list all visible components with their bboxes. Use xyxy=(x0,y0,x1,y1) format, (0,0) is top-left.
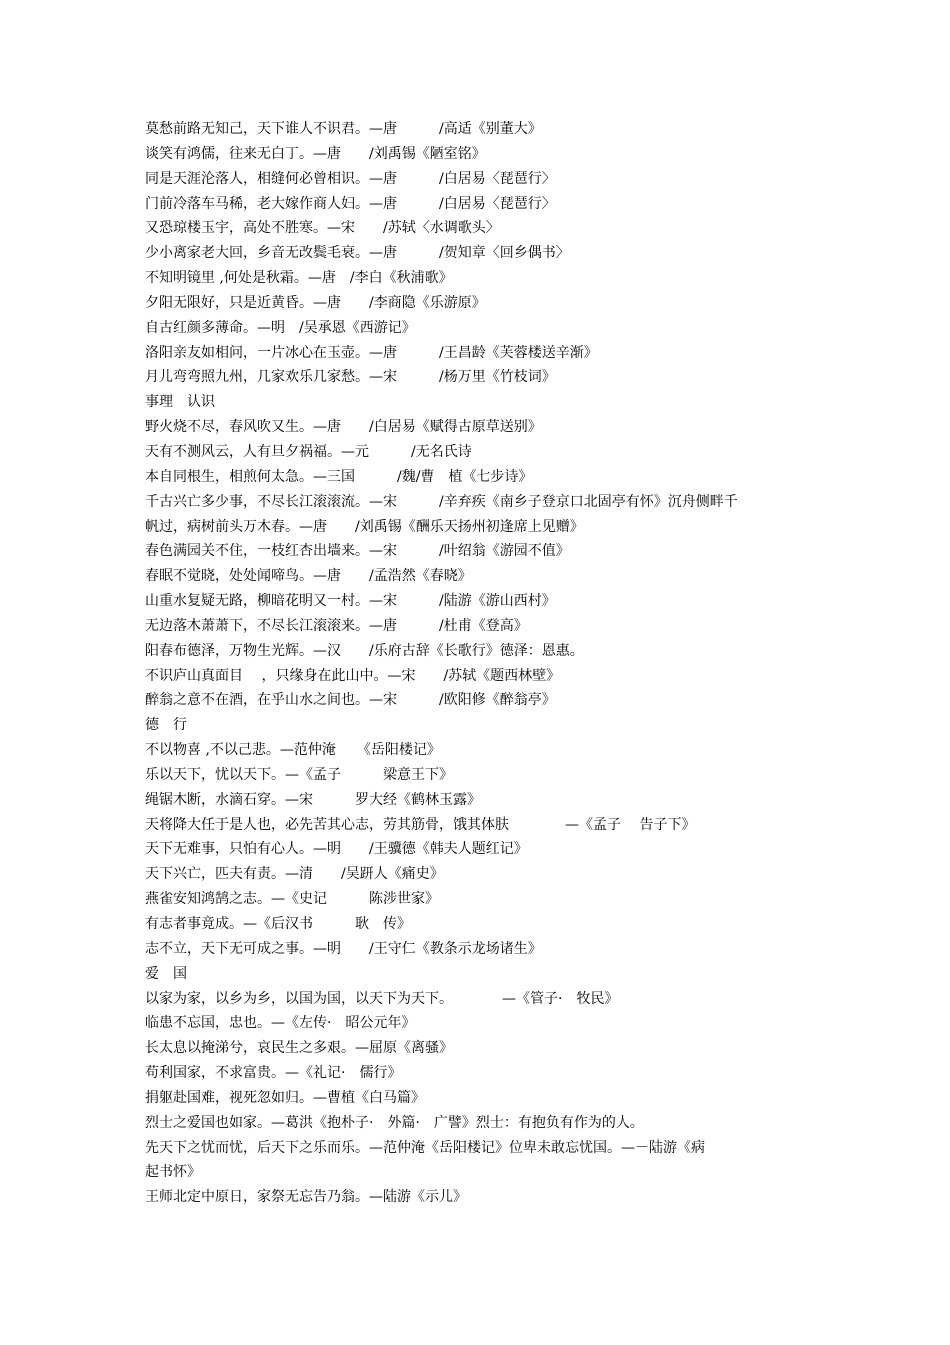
text-line: 起书怀》 xyxy=(145,1164,201,1181)
text-line: 夕阳无限好，只是近黄昏。—唐 /李商隐《乐游原》 xyxy=(145,294,486,311)
text-line: 燕雀安知鸿鹄之志。—《史记 陈涉世家》 xyxy=(145,891,439,908)
section-heading: 爱 国 xyxy=(145,965,187,982)
text-line: 自古红颜多薄命。—明 /吴承恩《西游记》 xyxy=(145,319,416,336)
text-line: 不以物喜 ,不以己悲。—范仲淹 《岳阳楼记》 xyxy=(145,742,441,759)
text-line: 苟利国家，不求富贵。—《礼记· 儒行》 xyxy=(145,1065,402,1082)
text-line: 春眠不觉晓，处处闻啼鸟。—唐 /孟浩然《春晓》 xyxy=(145,568,472,585)
text-line: 天下无难事，只怕有心人。—明 /王骥德《韩夫人题红记》 xyxy=(145,841,528,858)
text-line: 春色满园关不住，一枝红杏出墙来。—宋 /叶绍翁《游园不值》 xyxy=(145,543,570,560)
text-line: 天有不测风云，人有旦夕祸福。—元 /无名氏诗 xyxy=(145,443,472,460)
text-line: 长太息以掩涕兮，哀民生之多艰。—屈原《离骚》 xyxy=(145,1040,453,1057)
text-line: 月儿弯弯照九州，几家欢乐几家愁。—宋 /杨万里《竹枝词》 xyxy=(145,369,556,386)
section-heading: 德 行 xyxy=(145,717,187,734)
text-line: 先天下之忧而忧，后天下之乐而乐。—范仲淹《岳阳楼记》位卑未敢忘忧国。—－陆游《病 xyxy=(145,1139,705,1156)
text-line: 醉翁之意不在酒，在乎山水之间也。—宋 /欧阳修《醉翁亭》 xyxy=(145,692,556,709)
text-line: 志不立，天下无可成之事。—明 /王守仁《教条示龙场诸生》 xyxy=(145,940,542,957)
text-line: 又恐琼楼玉宇，高处不胜寒。—宋 /苏轼〈水调歌头〉 xyxy=(145,220,500,237)
text-line: 莫愁前路无知己，天下谁人不识君。—唐 /高适《别董大》 xyxy=(145,121,542,137)
section-heading: 事理 认识 xyxy=(145,394,215,411)
text-line: 同是天涯沦落人，相缝何必曾相识。—唐 /白居易〈琵琶行〉 xyxy=(145,170,556,187)
text-line: 有志者事竟成。—《后汉书 耿 传》 xyxy=(145,916,411,932)
text-line: 临患不忘国，忠也。—《左传· 昭公元年》 xyxy=(145,1015,416,1032)
text-line: 捐躯赴国难，视死忽如归。—曹植《白马篇》 xyxy=(145,1089,425,1106)
text-line: 烈士之爱国也如家。—葛洪《抱朴子· 外篇· 广譬》烈士：有抱负有作为的人。 xyxy=(145,1114,644,1131)
text-line: 阳春布德泽，万物生光辉。—汉 /乐府古辞《长歌行》德泽：恩惠。 xyxy=(145,642,584,659)
text-line: 不知明镜里 ,何处是秋霜。—唐 /李白《秋浦歌》 xyxy=(145,270,453,287)
text-line: 门前冷落车马稀，老大嫁作商人妇。—唐 /白居易〈琵琶行〉 xyxy=(145,195,556,212)
text-line: 无边落木萧萧下，不尽长江滚滚来。—唐 /杜甫《登高》 xyxy=(145,617,528,634)
text-line: 少小离家老大回，乡音无改鬓毛衰。—唐 /贺知章〈回乡偶书〉 xyxy=(145,245,570,262)
text-line: 以家为家，以乡为乡，以国为国，以天下为天下。 —《管子· 牧民》 xyxy=(145,990,619,1007)
text-line: 不识庐山真面目 ，只缘身在此山中。—宋 /苏轼《题西林壁》 xyxy=(145,667,561,684)
text-line: 绳锯木断，水滴石穿。—宋 罗大经《鹤林玉露》 xyxy=(145,791,481,808)
text-line: 天将降大任于是人也，必先苦其心志，劳其筋骨，饿其体肤 —《孟子 告子下》 xyxy=(145,816,696,833)
text-line: 洛阳亲友如相问，一片冰心在玉壶。—唐 /王昌龄《芙蓉楼送辛渐》 xyxy=(145,344,598,361)
text-line: 帆过，病树前头万木春。—唐 /刘禹锡《酬乐天扬州初逢席上见赠》 xyxy=(145,518,584,535)
text-line: 山重水复疑无路，柳暗花明又一村。—宋 /陆游《游山西村》 xyxy=(145,593,556,610)
text-line: 谈笑有鸿儒，往来无白丁。—唐 /刘禹锡《陋室铭》 xyxy=(145,145,486,162)
text-line: 天下兴亡，匹夫有责。—清 /吴趼人《痛史》 xyxy=(145,866,444,883)
text-line: 乐以天下，忧以天下。—《孟子 梁意王下》 xyxy=(145,766,453,783)
document-body xyxy=(145,117,785,1210)
text-line: 本自同根生，相煎何太急。—三国 /魏/曹 植《七步诗》 xyxy=(145,468,533,485)
text-line: 野火烧不尽，春风吹又生。—唐 /白居易《赋得古原草送别》 xyxy=(145,419,542,436)
text-line: 王师北定中原日，家祭无忘告乃翁。—陆游《示儿》 xyxy=(145,1189,467,1206)
text-line: 千古兴亡多少事，不尽长江滚滚流。—宋 /辛弃疾《南乡子登京口北固亭有怀》沉舟侧畔千 xyxy=(145,493,738,510)
